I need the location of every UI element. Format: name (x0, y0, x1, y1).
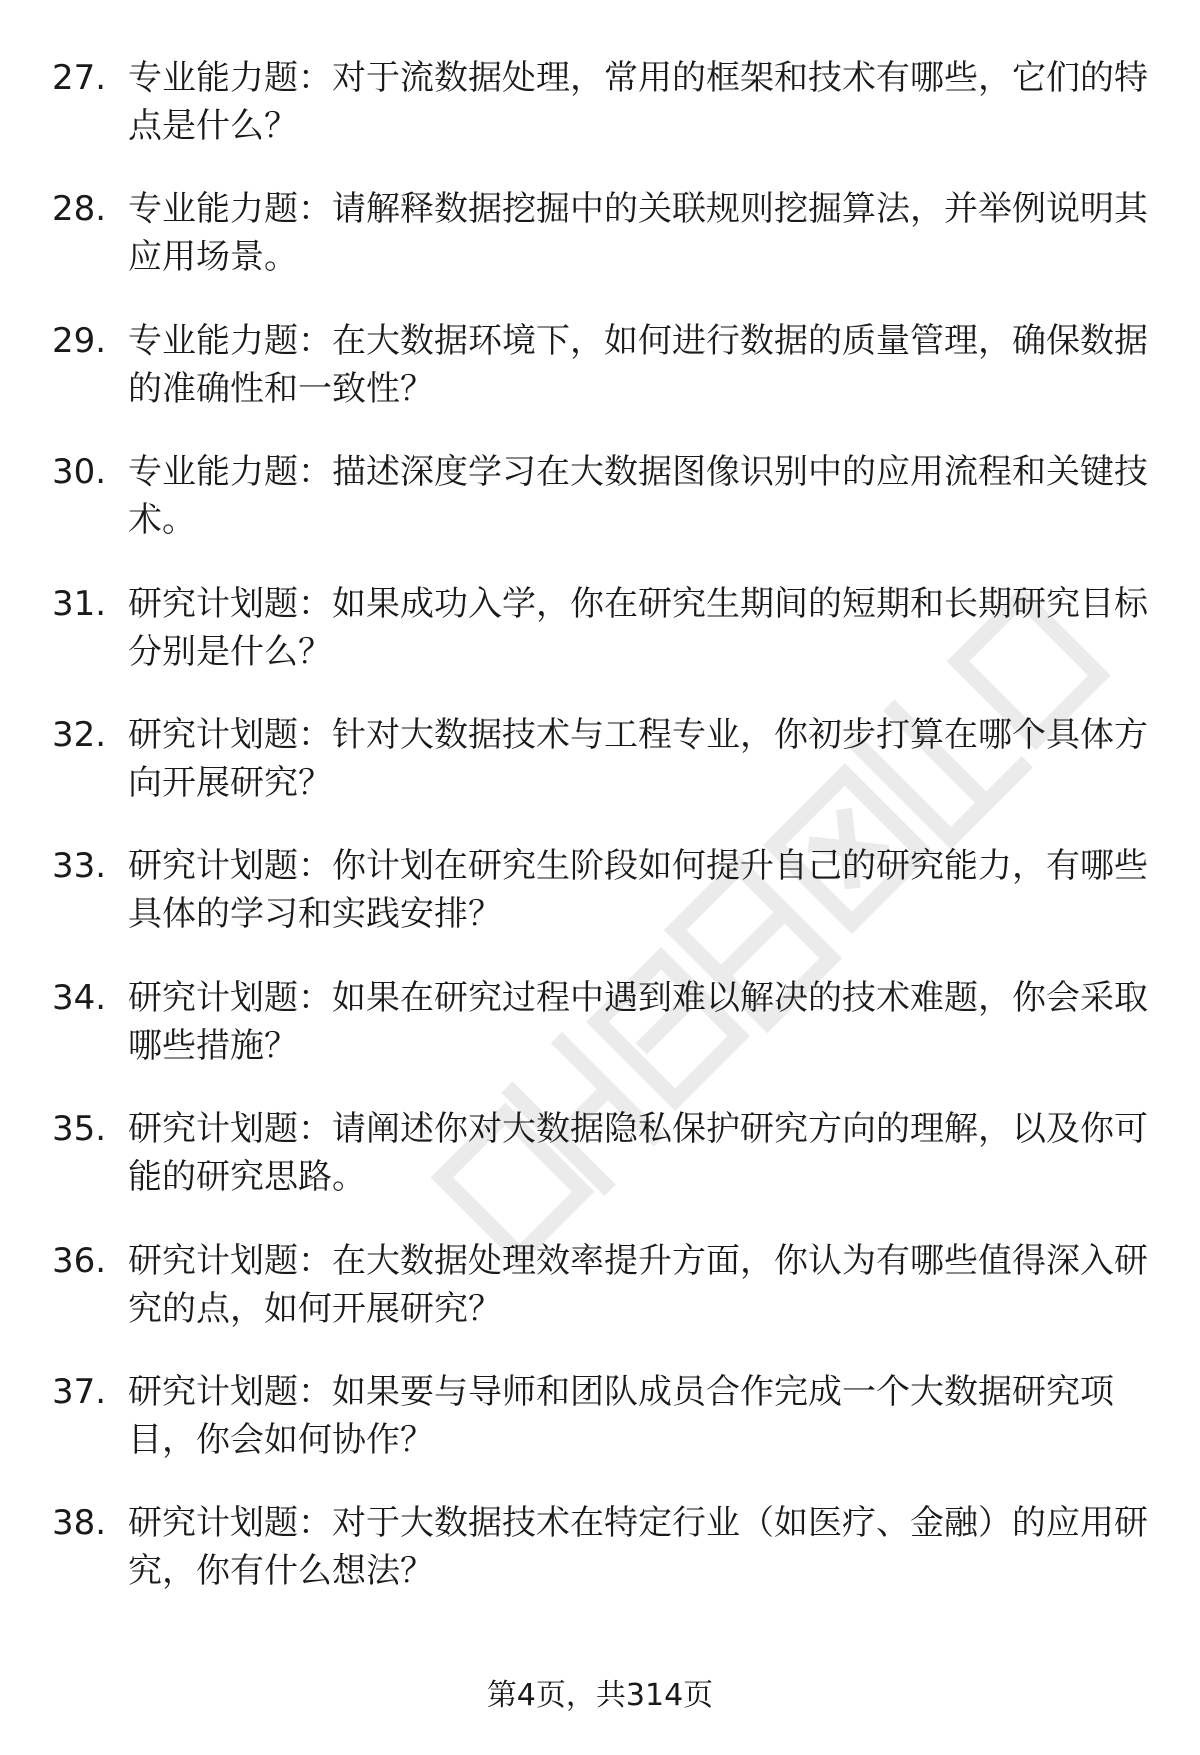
question-item (52, 1368, 1152, 1499)
question-number: 28. (52, 189, 107, 230)
question-number: 37. (52, 1371, 107, 1412)
question-item (52, 711, 1152, 842)
question-number: 34. (52, 977, 107, 1018)
question-item (52, 1105, 1152, 1236)
question-text: 研究计划题：对于大数据技术在特定行业（如医疗、金融）的应用研究，你有什么想法？ (128, 1503, 1148, 1592)
question-item (52, 974, 1152, 1105)
question-text: 研究计划题：你计划在研究生阶段如何提升自己的研究能力，有哪些具体的学习和实践安排？ (128, 846, 1148, 935)
question-number: 27. (52, 58, 107, 98)
question-text: 专业能力题：对于流数据处理，常用的框架和技术有哪些，它们的特点是什么？ (128, 58, 1148, 146)
question-number: 30. (52, 452, 107, 493)
question-number: 33. (52, 846, 107, 887)
question-text: 研究计划题：在大数据处理效率提升方面，你认为有哪些值得深入研究的点，如何开展研究？ (128, 1240, 1148, 1329)
question-item (52, 842, 1152, 973)
question-text: 专业能力题：在大数据环境下，如何进行数据的质量管理，确保数据的准确性和一致性？ (128, 320, 1148, 409)
question-text: 研究计划题：如果在研究过程中遇到难以解决的技术难题，你会采取哪些措施？ (128, 977, 1148, 1066)
question-text: 研究计划题：请阐述你对大数据隐私保护研究方向的理解，以及你可能的研究思路。 (128, 1109, 1148, 1198)
question-number: 35. (52, 1109, 107, 1150)
question-text: 专业能力题：请解释数据挖掘中的关联规则挖掘算法，并举例说明其应用场景。 (128, 189, 1148, 278)
question-item (52, 580, 1152, 711)
question-item (52, 185, 1152, 316)
question-text: 研究计划题：如果要与导师和团队成员合作完成一个大数据研究项目，你会如何协作？ (128, 1371, 1114, 1460)
question-number: 38. (52, 1503, 107, 1544)
question-item (52, 1237, 1152, 1368)
question-list (52, 54, 1152, 1631)
question-number: 36. (52, 1240, 107, 1281)
question-item (52, 317, 1152, 448)
question-number: 32. (52, 714, 107, 755)
question-text: 研究计划题：针对大数据技术与工程专业，你初步打算在哪个具体方向开展研究？ (128, 714, 1148, 803)
question-text: 研究计划题：如果成功入学，你在研究生期间的短期和长期研究目标分别是什么？ (128, 583, 1148, 672)
question-number: 31. (52, 583, 107, 624)
question-number: 29. (52, 320, 107, 361)
page-footer: 第4页，共314页 (486, 1678, 714, 1713)
question-item (52, 448, 1152, 579)
question-text: 专业能力题：描述深度学习在大数据图像识别中的应用流程和关键技术。 (128, 452, 1148, 541)
question-item (52, 54, 1152, 185)
question-item (52, 1499, 1152, 1630)
